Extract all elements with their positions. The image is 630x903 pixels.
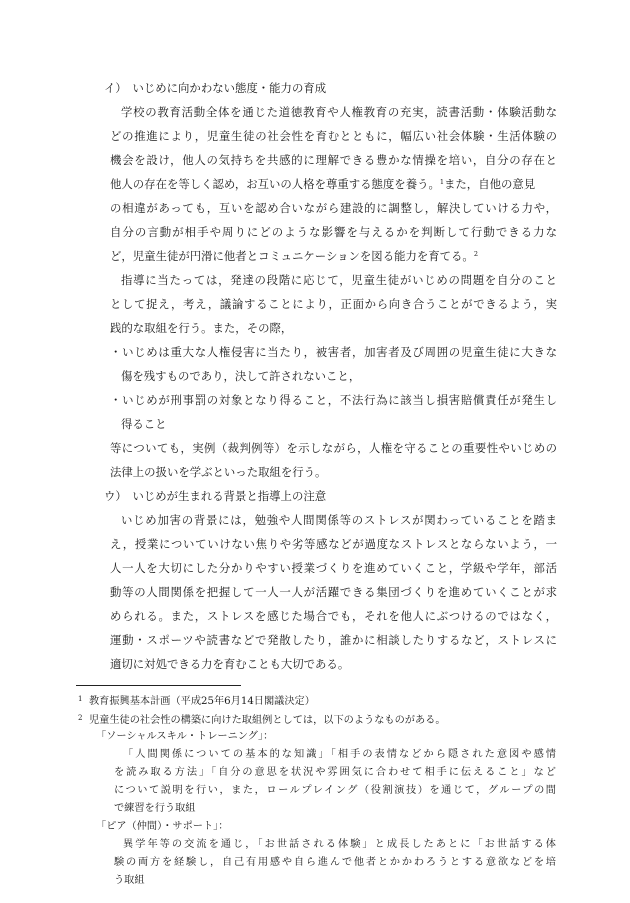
footnote-line: について説明を行い，また，ロールプレイング（役割演技）を通じて，グループの間 [114,785,556,796]
paragraph-line: いじめ加害の背景には，勉強や人間関係等のストレスが関わっていることを踏ま [121,513,557,527]
section-heading-u: ウ） いじめが生まれる背景と指導上の注意 [104,489,327,503]
paragraph-line: 人一人を大切にした分かりやすい授業づくりを進めていくこと，学級や学年，部活 [110,561,557,575]
paragraph-line: として捉え，考え，議論することにより，正面から向き合うことができるよう，実 [110,297,557,311]
footnote-line: 「人間関係についての基本的な知識」「相手の表情などから隠された意図や感情 [123,749,556,760]
paragraph-line: どの推進により，児童生徒の社会性を育むとともに，幅広い社会体験・生活体験の [110,129,557,143]
footnote-line: う取組 [114,875,145,886]
paragraph-line: 践的な取組を行う。また，その際， [110,321,293,335]
paragraph-line: 学校の教育活動全体を通じた道徳教育や人権教育の充実，読書活動・体験活動な [121,105,557,119]
footnote-line: 異学年等の交流を通じ，「お世話される体験」と成長したあとに「お世話する体 [123,839,556,850]
footnote-2: $^2$ 児童生徒の社会性の構築に向けた取組例としては，以下のようなものがある。 [78,714,446,726]
paragraph-line: 他人の存在を等しく認め，お互いの人格を尊重する態度を養う。$^1$また，自他の意見 [110,177,536,191]
footnote-line: 験の両方を経験し，自己有用感や自ら進んで他者とかかわろうとする意欲などを培 [114,857,556,868]
paragraph-line: 自分の言動が相手や周りにどのような影響を与えるかを判断して行動できる力な [110,225,557,239]
paragraph-line: 法律上の扱いを学ぶといった取組を行う。 [110,465,327,479]
footnote-subheading-peer-support: 「ピア（仲間）・サポート」： [96,821,229,832]
paragraph-line: 運動・スポーツや読書などで発散したり，誰かに相談したりするなど，ストレスに [110,633,557,647]
footnote-line: を読み取る方法」「自分の意思を状況や雰囲気に合わせて相手に伝えること」など [114,767,556,778]
footnote-ref-1[interactable]: 1 [439,178,445,186]
footnote-1: $^1$ 教育振興基本計画（平成25年6月14日閣議決定） [78,695,315,707]
paragraph-line: 指導に当たっては，発達の段階に応じて，児童生徒がいじめの問題を自分のこと [121,273,557,287]
paragraph-line: められる。また，ストレスを感じた場合でも，それを他人にぶつけるのではなく， [110,609,557,623]
footnote-line: で練習を行う取組 [114,803,196,814]
paragraph-line: え，授業についていけない焦りや劣等感などが過度なストレスとならないよう，一 [110,537,557,551]
paragraph-line: 機会を設け，他人の気持ちを共感的に理解できる豊かな情操を培い，自分の存在と [110,153,557,167]
footnote-subheading-social-skill: 「ソーシャルスキル・トレーニング」： [96,731,274,742]
bullet-item: ・いじめが刑事罰の対象となり得ること，不法行為に該当し損害賠償責任が発生し [110,393,557,407]
paragraph-line: の相違があっても，互いを認め合いながら建設的に調整し，解決していける力や， [110,201,557,215]
paragraph-line: 等についても，実例（裁判例等）を示しながら，人権を守ることの重要性やいじめの [110,441,557,455]
paragraph-line: 適切に対処できる力を育むことも大切である。 [110,657,350,671]
section-heading-i: イ） いじめに向かわない態度・能力の育成 [104,81,327,95]
paragraph-line: ど，児童生徒が円滑に他者とコミュニケーションを図る能力を育てる。$^2$ [110,249,478,263]
footnote-ref-2[interactable]: 2 [473,250,478,258]
footnote-separator [76,685,241,686]
bullet-item: ・いじめは重大な人権侵害に当たり，被害者，加害者及び周囲の児童生徒に大きな [110,345,557,359]
bullet-item-continuation: 得ること [121,417,167,431]
bullet-item-continuation: 傷を残すものであり，決して許されないこと， [121,369,361,383]
paragraph-line: 動等の人間関係を把握して一人一人が活躍できる集団づくりを進めていくことが求 [110,585,557,599]
